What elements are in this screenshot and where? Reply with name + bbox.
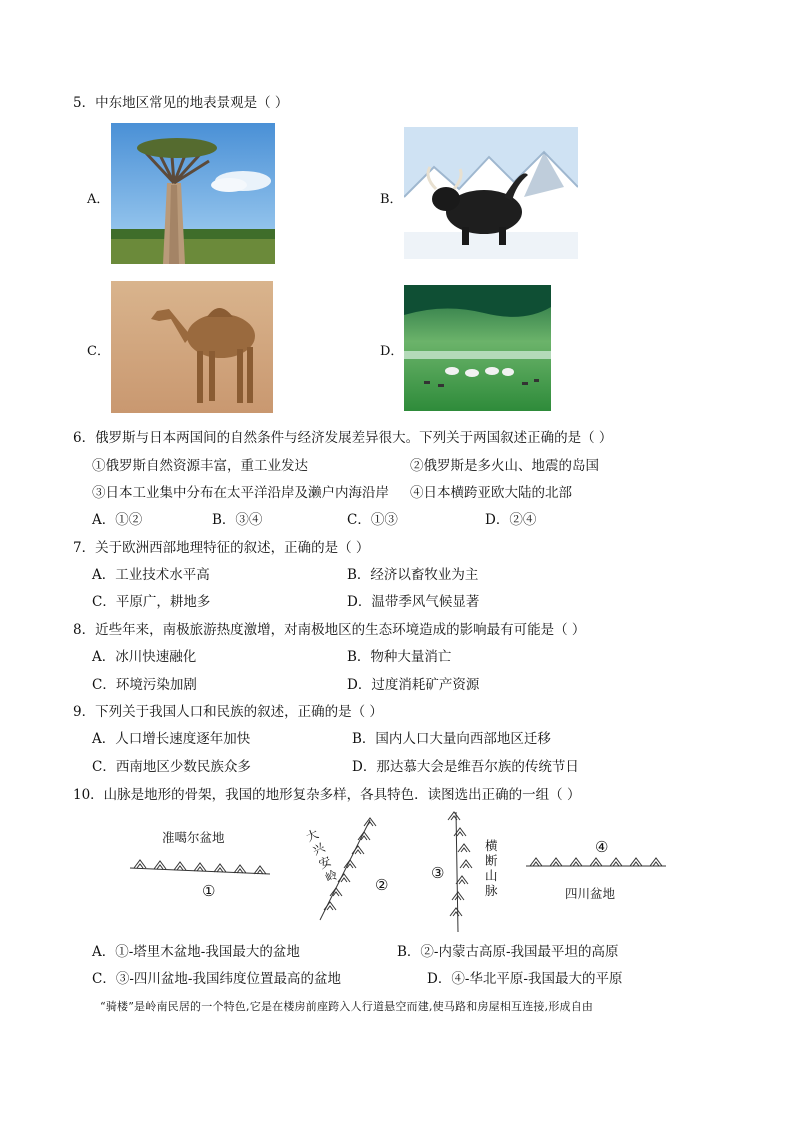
q8-option-b: B．物种大量消亡: [347, 649, 452, 665]
q10-option-c: C．③-四川盆地-我国纬度位置最高的盆地: [92, 971, 341, 987]
baobab-tree-image: [111, 123, 275, 264]
marker-1: ①: [202, 882, 216, 900]
q10-option-d: D．④-华北平原-我国最大的平原: [427, 971, 623, 987]
q6-statement-4: ④日本横跨亚欧大陆的北部: [410, 485, 572, 501]
q6-option-b: B．③④: [212, 512, 263, 528]
q6-statement-2: ②俄罗斯是多火山、地震的岛国: [410, 458, 599, 474]
hengduan-label: 横断山脉: [485, 838, 498, 898]
q8-option-d: D．过度消耗矿产资源: [347, 677, 480, 693]
q7-option-c: C．平原广，耕地多: [92, 594, 211, 610]
mountain-range-map: [120, 808, 680, 938]
q5-stem: 5．中东地区常见的地表景观是（ ）: [73, 95, 289, 111]
camel-desert-image: [111, 281, 273, 413]
marker-4: ④: [595, 838, 609, 856]
q9-option-c: C．西南地区少数民族众多: [92, 759, 251, 775]
q10-option-b: B．②-内蒙古高原-我国最平坦的高原: [397, 944, 619, 960]
mountain-range-4: [526, 858, 666, 866]
q7-option-a: A．工业技术水平高: [92, 567, 210, 583]
q5-option-a-label: A．: [87, 192, 110, 207]
q6-statement-1: ①俄罗斯自然资源丰富，重工业发达: [92, 458, 308, 474]
q6-option-a: A．①②: [92, 512, 143, 528]
mountain-range-3: [448, 812, 472, 932]
q8-option-a: A．冰川快速融化: [92, 649, 197, 665]
q10-stem: 10．山脉是地形的骨架，我国的地形复杂多样，各具特色．读图选出正确的一组（ ）: [73, 787, 581, 803]
marker-3: ③: [431, 864, 445, 882]
q9-option-d: D．那达慕大会是维吾尔族的传统节日: [352, 759, 579, 775]
q7-option-b: B．经济以畜牧业为主: [347, 567, 479, 583]
yak-snow-mountain-image: [404, 127, 578, 259]
q9-option-a: A．人口增长速度逐年加快: [92, 731, 251, 747]
next-passage-text: “骑楼”是岭南民居的一个特色,它是在楼房前座跨入人行道悬空而建,使马路和房屋相互连接,形成自由: [100, 1000, 594, 1013]
q5-option-b-label: B．: [380, 192, 403, 207]
q6-statement-3: ③日本工业集中分布在太平洋沿岸及濑户内海沿岸: [92, 485, 389, 501]
q9-stem: 9．下列关于我国人口和民族的叙述，正确的是（ ）: [73, 704, 383, 720]
q6-option-c: C．①③: [347, 512, 398, 528]
q5-option-d-label: D．: [380, 344, 404, 359]
grassland-yurts-image: [404, 285, 551, 411]
marker-2: ②: [375, 876, 389, 894]
sichuan-basin-label: 四川盆地: [565, 886, 616, 901]
q8-option-c: C．环境污染加剧: [92, 677, 197, 693]
da-hinggan-label: 大兴安岭: [303, 826, 340, 886]
junggar-basin-label: 准噶尔盆地: [162, 830, 225, 845]
mountain-range-1: [130, 860, 270, 874]
q7-stem: 7．关于欧洲西部地理特征的叙述，正确的是（ ）: [73, 540, 370, 556]
q7-option-d: D．温带季风气候显著: [347, 594, 480, 610]
q6-stem: 6．俄罗斯与日本两国间的自然条件与经济发展差异很大。下列关于两国叙述正确的是（ ）: [73, 430, 613, 446]
q6-option-d: D．②④: [485, 512, 537, 528]
q9-option-b: B．国内人口大量向西部地区迁移: [352, 731, 551, 747]
q8-stem: 8．近些年来，南极旅游热度激增，对南极地区的生态环境造成的影响最有可能是（ ）: [73, 622, 586, 638]
q10-option-a: A．①-塔里木盆地-我国最大的盆地: [92, 944, 300, 960]
q5-option-c-label: C．: [87, 344, 110, 359]
